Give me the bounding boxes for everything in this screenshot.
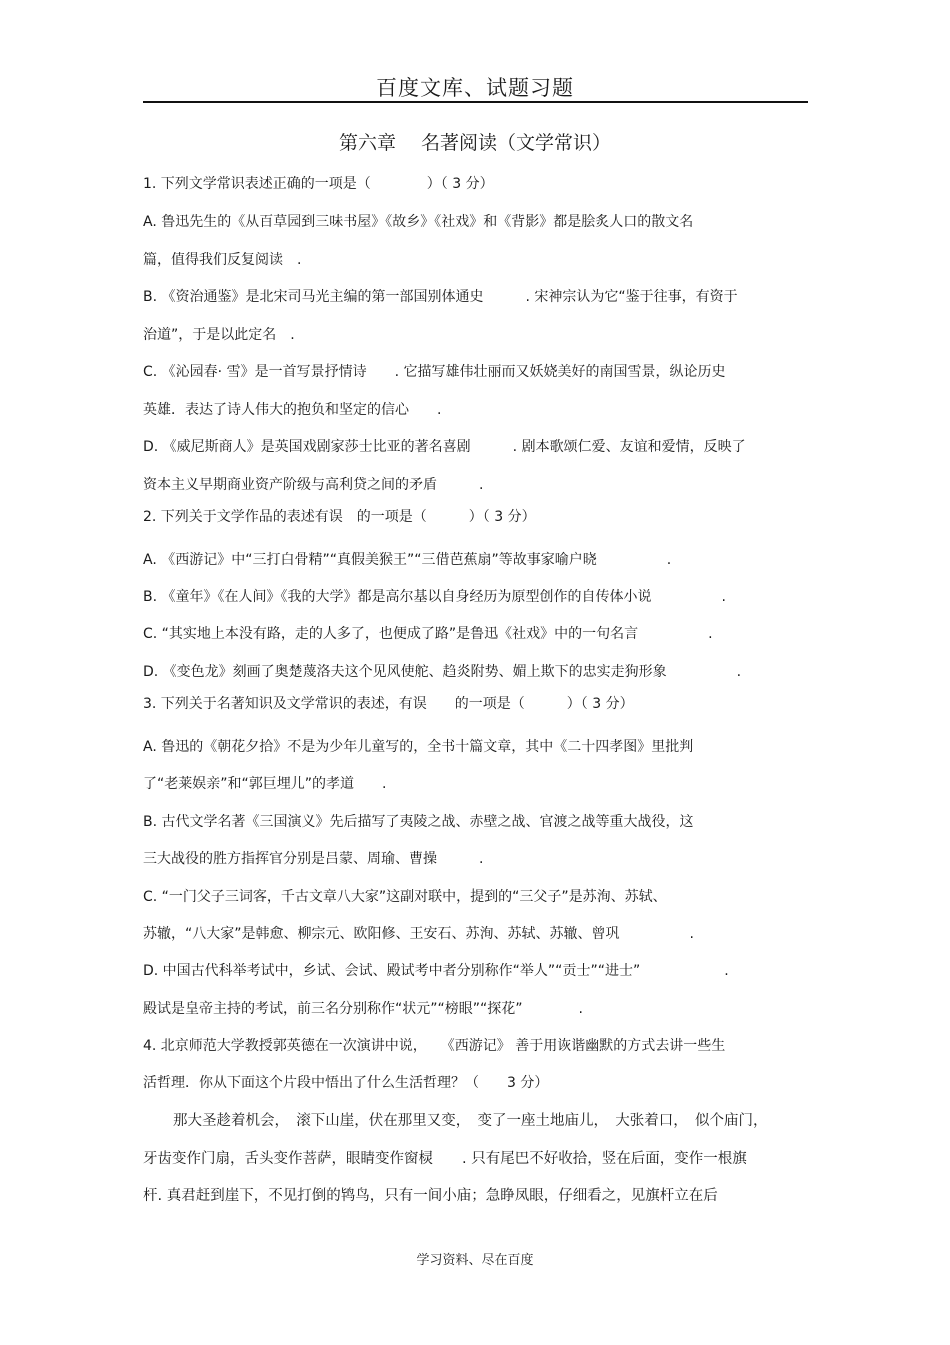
question-3-stem: 3. 下列关于名著知识及文学常识的表述，有误 的一项是（ ）（ 3 分） (143, 696, 634, 712)
question-1-option-d: D. 《威尼斯商人》是英国戏剧家莎士比亚的著名喜剧 . 剧本歌颂仁爱、友谊和爱情，反映了 (143, 439, 746, 455)
question-2-option-a: A. 《西游记》中“三打白骨精”“真假美猴王”“三借芭蕉扇”等故事家喻户晓 . (143, 552, 672, 568)
question-3-option-d: D. 中国古代科举考试中，乡试、会试、殿试考中者分别称作“举人”“贡士”“进士” . (143, 963, 729, 979)
passage-line-1: 那大圣趁着机会， 滚下山崖，伏在那里又变， 变了一座土地庙儿， 大张着口， 似个庙门， (173, 1113, 768, 1129)
question-3-option-b-cont: 三大战役的胜方指挥官分别是吕蒙、周瑜、曹操 . (143, 851, 484, 867)
question-1-option-b-cont: 治道”，于是以此定名 . (143, 327, 295, 343)
passage-line-3: 杆. 真君赶到崖下，不见打倒的鸨鸟，只有一间小庙；急睁凤眼，仔细看之，见旗杆立在后 (143, 1188, 718, 1204)
question-1-option-d-cont: 资本主义早期商业资产阶级与高利贷之间的矛盾 . (143, 477, 484, 493)
page-footer: 学习资料、尽在百度 (416, 1253, 534, 1268)
question-3-option-d-cont: 殿试是皇帝主持的考试，前三名分别称作“状元”“榜眼”“探花” . (143, 1001, 583, 1017)
question-3-option-a: A. 鲁迅的《朝花夕拾》不是为少年儿童写的，全书十篇文章，其中《二十四孝图》里批判 (143, 739, 694, 755)
question-3-option-b: B. 古代文学名著《三国演义》先后描写了夷陵之战、赤壁之战、官渡之战等重大战役，这 (143, 814, 694, 830)
question-4-stem-cont: 活哲理．你从下面这个片段中悟出了什么生活哲理？（ 3 分） (143, 1075, 549, 1091)
question-3-option-c-cont: 苏辙，“八大家”是韩愈、柳宗元、欧阳修、王安石、苏洵、苏轼、苏辙、曾巩 . (143, 926, 694, 942)
question-2-option-c: C. “其实地上本没有路，走的人多了，也便成了路”是鲁迅《社戏》中的一句名言 . (143, 626, 713, 642)
header-divider (143, 101, 808, 103)
question-2-option-b: B. 《童年》《在人间》《我的大学》都是高尔基以自身经历为原型创作的自传体小说 . (143, 589, 726, 605)
question-4-stem: 4. 北京师范大学教授郭英德在一次演讲中说， 《西游记》 善于用诙谐幽默的方式去讲一些生 (143, 1038, 726, 1054)
question-2-option-d: D. 《变色龙》刻画了奥楚蔑洛夫这个见风使舵、趋炎附势、媚上欺下的忠实走狗形象 . (143, 664, 742, 680)
question-3-option-a-cont: 了“老莱娱亲”和“郭巨埋儿”的孝道 . (143, 776, 387, 792)
question-1-option-c-cont: 英雄．表达了诗人伟大的抱负和坚定的信心 . (143, 402, 442, 418)
question-1-option-b: B. 《资治通鉴》是北宋司马光主编的第一部国别体通史 . 宋神宗认为它“鉴于往事，有资于 (143, 289, 738, 305)
question-2-stem: 2. 下列关于文学作品的表述有误 的一项是（ ）（ 3 分） (143, 509, 536, 525)
question-1-stem: 1. 下列文学常识表述正确的一项是（ ）（ 3 分） (143, 176, 494, 192)
chapter-title: 第六章 名著阅读（文学常识） (338, 132, 612, 154)
passage-line-2: 牙齿变作门扇，舌头变作菩萨，眼睛变作窗棂 . 只有尾巴不好收拾，竖在后面，变作一根旗 (143, 1151, 747, 1167)
question-1-option-a: A. 鲁迅先生的《从百草园到三味书屋》《故乡》《社戏》和《背影》都是脍炙人口的散文名 (143, 214, 694, 230)
page-header-title: 百度文库、试题习题 (376, 76, 574, 100)
question-3-option-c: C. “一门父子三词客，千古文章八大家”这副对联中，提到的“三父子”是苏洵、苏轼、 (143, 889, 667, 905)
question-1-option-c: C. 《沁园春· 雪》是一首写景抒情诗 . 它描写雄伟壮丽而又妖娆美好的南国雪景，纵论历史 (143, 364, 726, 380)
question-1-option-a-cont: 篇，值得我们反复阅读 . (143, 252, 302, 268)
